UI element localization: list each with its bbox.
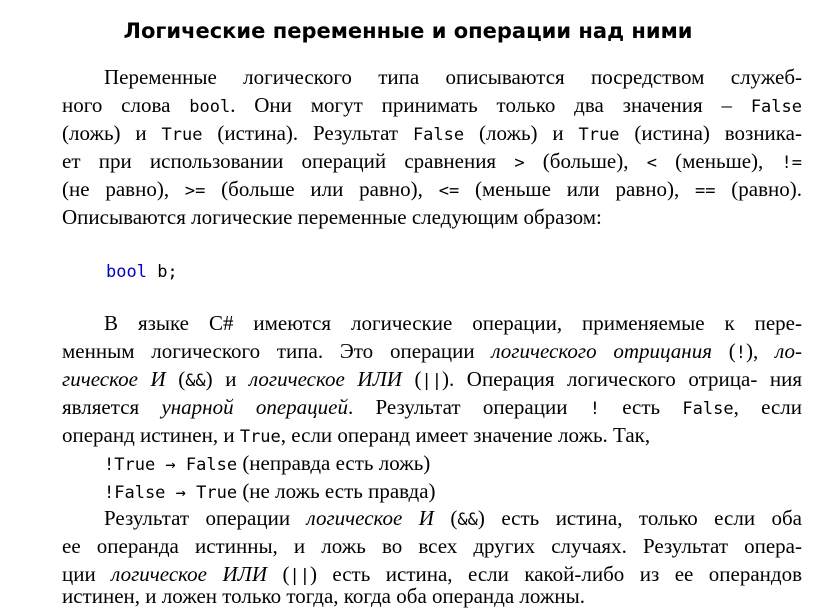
- p2-line-7: [104, 477, 816, 505]
- p2-emphasis: логического отрицания: [491, 339, 712, 363]
- p2-text: . Результат операции: [348, 395, 590, 419]
- p2-text: (: [401, 367, 422, 391]
- p2-text: является: [62, 395, 162, 419]
- p1-code: False: [412, 125, 465, 145]
- p2-text: , если: [733, 395, 802, 419]
- p3-line-1: [104, 504, 802, 532]
- p1-text: ет при использовании операций сравнения: [62, 149, 515, 173]
- p2-text: операнд истинен, и: [62, 423, 240, 447]
- p1-line-1: [104, 63, 802, 91]
- p1-text: (меньше или равно),: [459, 177, 695, 201]
- p2-text: (неправда есть ложь): [237, 451, 431, 475]
- p2-text: ),: [746, 339, 776, 363]
- p2-code: !False → True: [104, 483, 238, 503]
- code-keyword: bool: [106, 262, 147, 282]
- p2-text: есть: [599, 395, 683, 419]
- p1-code: True: [161, 125, 203, 145]
- p2-line-2: [62, 337, 802, 365]
- p3-line-2: [62, 532, 802, 560]
- p3-code: &&: [457, 510, 478, 530]
- p1-code: False: [750, 97, 802, 117]
- p1-line-2: [62, 91, 802, 119]
- p1-text: . Они могут принимать только два значения –: [230, 93, 751, 117]
- p1-text: (меньше),: [656, 149, 782, 173]
- p2-code: !: [735, 343, 747, 363]
- p2-emphasis: гическое И: [62, 367, 166, 391]
- p1-code: <=: [438, 181, 460, 201]
- p2-line-1: [104, 309, 802, 337]
- p2-line-6: [104, 449, 816, 477]
- p2-emphasis: унарной операцией: [161, 395, 348, 419]
- p1-line-4: [62, 147, 802, 175]
- p3-text: Результат операции: [104, 506, 307, 530]
- p2-code: !True → False: [104, 455, 238, 475]
- p2-text: (: [165, 367, 186, 391]
- p2-line-3: [62, 365, 802, 393]
- p1-code: bool: [189, 97, 231, 117]
- p1-code: True: [578, 125, 620, 145]
- p2-text: В языке C# имеются логические операции, применяемые к пере-: [104, 311, 802, 335]
- p1-text: (больше или равно),: [205, 177, 439, 201]
- p2-line-5: [62, 421, 802, 449]
- p2-text: ). Операция логического отрица- ния: [442, 367, 802, 391]
- p3-text: ) есть истина, если какой-либо из ее операндов: [309, 562, 803, 586]
- p3-emphasis: логическое И: [306, 506, 434, 530]
- p1-code: >=: [184, 181, 206, 201]
- p2-emphasis: ло-: [775, 339, 802, 363]
- p1-text: (равно).: [715, 177, 802, 201]
- code-sample: [106, 256, 816, 284]
- p1-code: ==: [695, 181, 716, 201]
- p3-text: ) есть истина, только если оба: [477, 506, 803, 530]
- p1-line-3: [62, 119, 802, 147]
- p1-text: (ложь) и: [62, 121, 162, 145]
- p2-text: , если операнд имеет значение ложь. Так,: [280, 423, 651, 447]
- p3-text: ции: [62, 562, 112, 586]
- p1-text: ного слова: [62, 93, 190, 117]
- p2-code: !: [589, 399, 600, 419]
- p3-text: ее операнда истинны, и ложь во всех других случаях. Результат опера-: [62, 534, 802, 558]
- p1-code: !=: [781, 153, 802, 173]
- p2-code: ||: [421, 371, 442, 391]
- p1-text: Описываются логические переменные следующим образом:: [62, 205, 602, 229]
- p3-emphasis: логическое ИЛИ: [111, 562, 268, 586]
- p1-text: (истина) возника-: [619, 121, 802, 145]
- p1-code: >: [514, 153, 525, 173]
- p2-emphasis: логическое ИЛИ: [249, 367, 402, 391]
- p2-code: False: [682, 399, 734, 419]
- p2-text: менным логического типа. Это операции: [62, 339, 492, 363]
- code-text: b;: [146, 262, 178, 282]
- p3-text: истинен, и ложен только тогда, когда оба операнда ложны.: [62, 584, 585, 608]
- p3-text: (: [433, 506, 458, 530]
- p1-text: (истина). Результат: [202, 121, 413, 145]
- p2-text: (не ложь есть правда): [237, 479, 436, 503]
- p2-line-4: [62, 393, 802, 421]
- p2-code: True: [239, 427, 281, 447]
- page-title: Логические переменные и операции над ними: [123, 19, 693, 43]
- p1-code: <: [646, 153, 657, 173]
- p2-code: &&: [185, 371, 206, 391]
- p1-line-5: [62, 175, 802, 203]
- p1-text: (ложь) и: [464, 121, 579, 145]
- p1-text: Переменные логического типа описываются посредством служеб-: [104, 65, 802, 89]
- p2-text: (: [711, 339, 736, 363]
- p1-text: (не равно),: [62, 177, 185, 201]
- p3-line-4: [62, 582, 802, 610]
- p2-text: ) и: [205, 367, 250, 391]
- p1-text: (больше),: [524, 149, 647, 173]
- p3-code: ||: [289, 566, 310, 586]
- p1-line-6: [62, 203, 802, 231]
- p3-text: (: [267, 562, 290, 586]
